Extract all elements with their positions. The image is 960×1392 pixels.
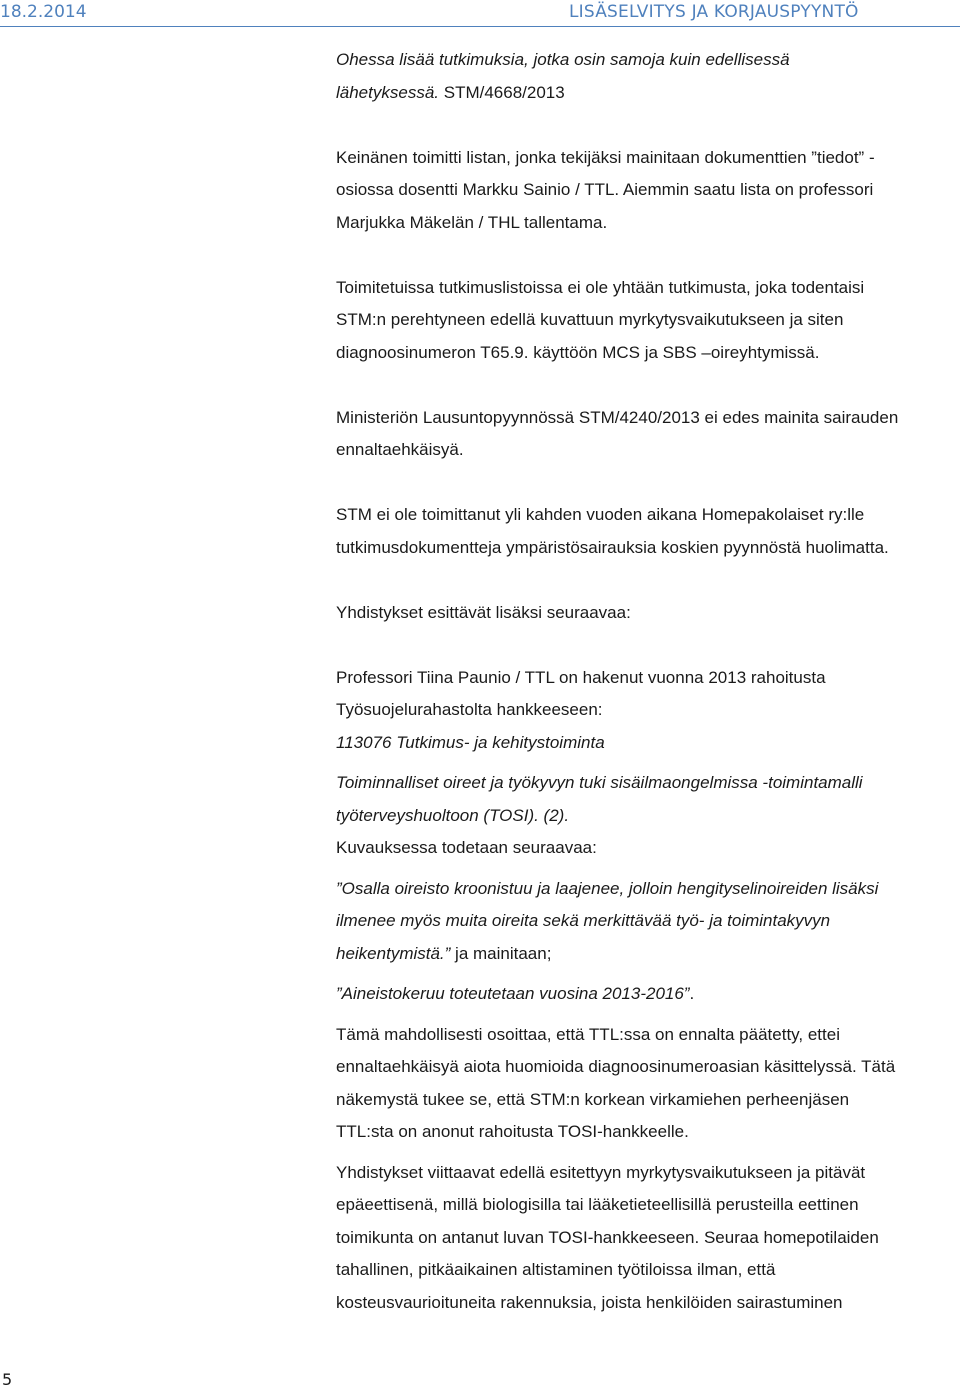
text-line: 113076 Tutkimus- ja kehitystoiminta <box>336 732 605 752</box>
paragraph-gap <box>336 239 960 272</box>
paragraph-paunio-funding <box>336 662 960 865</box>
text-line <box>336 978 960 1011</box>
text-line: epäeettisenä, millä biologisilla tai lääketieteellisillä perusteilla eettinen <box>336 1195 859 1214</box>
text-line: TTL:sta on anonut rahoitusta TOSI-hankkeelle. <box>336 1122 689 1141</box>
paragraph-gap <box>336 629 960 662</box>
paragraph-additional-studies <box>336 44 960 109</box>
line-gap <box>336 1011 960 1019</box>
text-line: osiossa dosentti Markku Sainio / TTL. Aiemmin saatu lista on professori <box>336 180 874 199</box>
text-reference: STM/4668/2013 <box>443 82 565 102</box>
text-line: Toiminnalliset oireet ja työkyvyn tuki sisäilmaongelmissa -toimintamalli <box>336 773 863 792</box>
text-line <box>336 77 960 110</box>
text-italic: ”Aineistokeruu toteutetaan vuosina 2013-2016” <box>336 984 690 1003</box>
text-line: ”Osalla oireisto kroonistuu ja laajenee, jolloin hengityselinoireiden lisäksi <box>336 878 879 898</box>
paragraph-ethics <box>336 1157 960 1320</box>
line-gap <box>336 1149 960 1157</box>
paragraph-gap <box>336 369 960 402</box>
text-line: ennaltaehkäisyä. <box>336 440 464 459</box>
line-gap <box>336 970 960 978</box>
header-title: LISÄSELVITYS JA KORJAUSPYYNTÖ <box>569 2 859 22</box>
paragraph-stm-documents <box>336 499 960 564</box>
text-line: Kuvauksessa todetaan seuraavaa: <box>336 838 597 857</box>
text-line: Yhdistykset esittävät lisäksi seuraavaa: <box>336 602 631 622</box>
text-normal: ja mainitaan; <box>450 943 552 963</box>
text-line: STM:n perehtyneen edellä kuvattuun myrkytysvaikutukseen ja siten <box>336 310 844 329</box>
line-gap <box>336 865 960 873</box>
text-italic: lähetyksessä. <box>336 82 444 102</box>
paragraph-gap <box>336 564 960 597</box>
text-line: näkemystä tukee se, että STM:n korkean virkamiehen perheenjäsen <box>336 1089 850 1109</box>
text-normal: . <box>689 984 695 1003</box>
text-line: STM ei ole toimittanut yli kahden vuoden aikana Homepakolaiset ry:lle <box>336 505 865 524</box>
text-line: Professori Tiina Paunio / TTL on hakenut vuonna 2013 rahoitusta <box>336 667 826 687</box>
text-line: Ohessa lisää tutkimuksia, jotka osin samoja kuin edellisessä <box>336 50 790 69</box>
text-line: Marjukka Mäkelän / THL tallentama. <box>336 212 608 232</box>
text-line: kosteusvaurioituneita rakennuksia, joista henkilöiden sairastuminen <box>336 1292 843 1312</box>
page-header <box>0 0 960 28</box>
text-line: ennaltaehkäisyä aiota huomioida diagnoosinumeroasian käsittelyssä. Tätä <box>336 1057 896 1076</box>
text-line: toimikunta on antanut luvan TOSI-hankkeeseen. Seuraa homepotilaiden <box>336 1227 879 1247</box>
paragraph-ministry-request <box>336 402 960 467</box>
document-body <box>336 44 960 1319</box>
paragraph-list-delivery <box>336 142 960 240</box>
text-line: diagnoosinumeron T65.9. käyttöön MCS ja SBS –oireyhtymissä. <box>336 342 820 362</box>
text-line: Ministeriön Lausuntopyynnössä STM/4240/2013 ei edes mainita sairauden <box>336 407 899 427</box>
text-line: Yhdistykset viittaavat edellä esitettyyn myrkytysvaikutukseen ja pitävät <box>336 1162 866 1182</box>
line-gap <box>336 759 960 767</box>
text-line: työterveyshuoltoon (TOSI). (2). <box>336 805 570 825</box>
text-line: Tämä mahdollisesti osoittaa, että TTL:ssa on ennalta päätetty, ettei <box>336 1024 840 1044</box>
paragraph-gap <box>336 467 960 500</box>
paragraph-research-lists <box>336 272 960 370</box>
paragraph-gap <box>336 109 960 142</box>
paragraph-quote <box>336 873 960 1011</box>
text-line: tutkimusdokumentteja ympäristösairauksia koskien pyynnöstä huolimatta. <box>336 537 889 557</box>
text-line: Keinänen toimitti listan, jonka tekijäksi mainitaan dokumenttien ”tiedot” - <box>336 147 875 167</box>
text-line: ilmenee myös muita oireita sekä merkittävää työ- ja toimintakyvyn <box>336 911 831 930</box>
text-line: Työsuojelurahastolta hankkeeseen: <box>336 700 603 719</box>
paragraph-ttl-conclusion <box>336 1019 960 1149</box>
text-line <box>336 938 960 971</box>
header-rule <box>0 26 960 27</box>
text-italic: heikentymistä.” <box>336 943 451 963</box>
text-line: tahallinen, pitkäaikainen altistaminen työtiloissa ilman, että <box>336 1260 776 1279</box>
paragraph-associations-intro <box>336 597 960 630</box>
page-number: 5 <box>2 1370 13 1389</box>
header-date: 18.2.2014 <box>0 2 87 22</box>
text-line: Toimitetuissa tutkimuslistoissa ei ole yhtään tutkimusta, joka todentaisi <box>336 277 865 297</box>
